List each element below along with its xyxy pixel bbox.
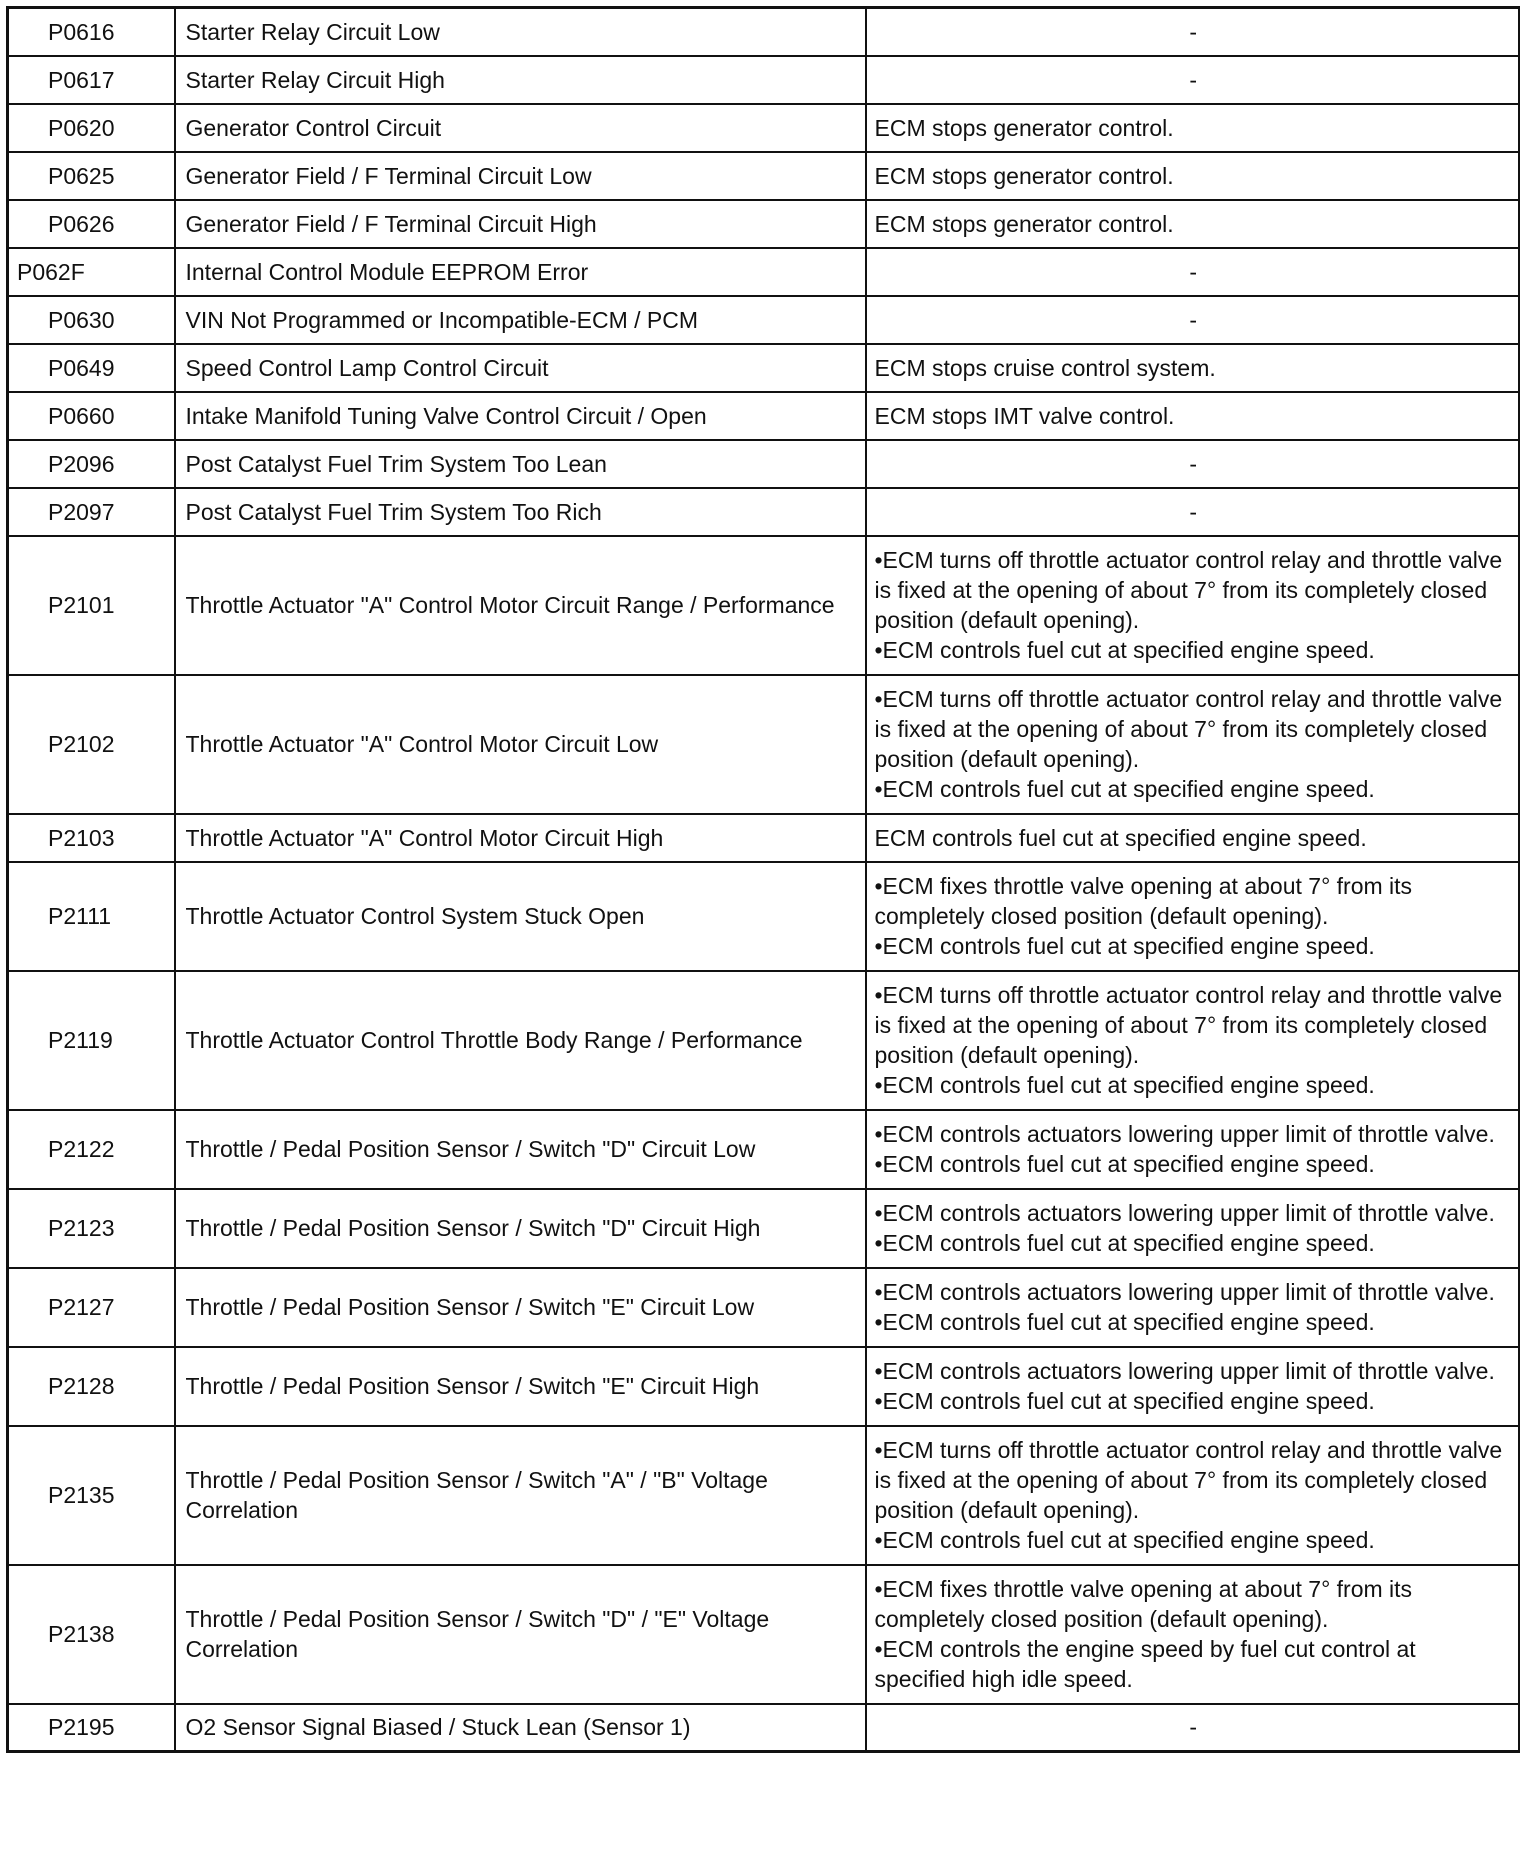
table-row: [8, 1347, 1520, 1426]
table-row: [8, 675, 1520, 814]
fail-safe-action-cell: [866, 152, 1520, 200]
table-row: [8, 248, 1520, 296]
table-row: [8, 1110, 1520, 1189]
fail-safe-action-line: •ECM controls fuel cut at specified engine speed.: [874, 1308, 1375, 1335]
dtc-description-cell: Starter Relay Circuit High: [175, 56, 866, 104]
fail-safe-action-line: ECM stops cruise control system.: [874, 354, 1216, 381]
dtc-code-cell: P2123: [8, 1189, 175, 1268]
table-row: [8, 56, 1520, 104]
dtc-code-cell: P2097: [8, 488, 175, 536]
fail-safe-action-line: -: [1189, 18, 1198, 45]
fail-safe-action-line: •ECM controls actuators lowering upper limit of throttle valve.: [874, 1357, 1495, 1384]
dtc-description-cell: Internal Control Module EEPROM Error: [175, 248, 866, 296]
fail-safe-action-cell: [866, 344, 1520, 392]
table-row: [8, 296, 1520, 344]
table-row: [8, 814, 1520, 862]
dtc-code-cell: P0630: [8, 296, 175, 344]
fail-safe-action-cell: [866, 1347, 1520, 1426]
dtc-description-cell: Speed Control Lamp Control Circuit: [175, 344, 866, 392]
fail-safe-action-line: -: [1189, 258, 1198, 285]
dtc-description-cell: Throttle / Pedal Position Sensor / Switch "A" / "B" Voltage Correlation: [175, 1426, 866, 1565]
fail-safe-action-cell: [866, 1426, 1520, 1565]
dtc-code-cell: P0616: [8, 8, 175, 56]
fail-safe-action-line: -: [1189, 498, 1198, 525]
fail-safe-action-cell: [866, 675, 1520, 814]
table-row: [8, 862, 1520, 971]
fail-safe-action-line: •ECM controls fuel cut at specified engine speed.: [874, 1526, 1375, 1553]
table-row: [8, 344, 1520, 392]
table-row: [8, 392, 1520, 440]
dtc-code-cell: P2128: [8, 1347, 175, 1426]
fail-safe-action-cell: [866, 56, 1520, 104]
dtc-code-cell: P0660: [8, 392, 175, 440]
fail-safe-action-line: •ECM fixes throttle valve opening at about 7° from its completely closed position (default opening).: [874, 872, 1413, 929]
fail-safe-action-cell: [866, 296, 1520, 344]
table-row: [8, 488, 1520, 536]
fail-safe-action-line: ECM stops IMT valve control.: [874, 402, 1175, 429]
fail-safe-action-line: ECM controls fuel cut at specified engine speed.: [874, 824, 1367, 851]
table-row: [8, 1426, 1520, 1565]
fail-safe-action-line: -: [1189, 450, 1198, 477]
fail-safe-action-line: ECM stops generator control.: [874, 162, 1174, 189]
fail-safe-action-line: •ECM controls fuel cut at specified engine speed.: [874, 1071, 1375, 1098]
dtc-code-cell: P2138: [8, 1565, 175, 1704]
dtc-code-cell: P2111: [8, 862, 175, 971]
fail-safe-action-line: •ECM controls fuel cut at specified engine speed.: [874, 932, 1375, 959]
fail-safe-action-cell: [866, 536, 1520, 675]
fail-safe-action-cell: [866, 814, 1520, 862]
table-row: [8, 1189, 1520, 1268]
fail-safe-action-line: •ECM turns off throttle actuator control relay and throttle valve is fixed at the opening of about 7° from its completely closed position (default opening).: [874, 685, 1503, 772]
fail-safe-action-line: •ECM controls actuators lowering upper limit of throttle valve.: [874, 1278, 1495, 1305]
fail-safe-action-cell: [866, 8, 1520, 56]
table-row: [8, 440, 1520, 488]
dtc-description-cell: Starter Relay Circuit Low: [175, 8, 866, 56]
fail-safe-action-cell: [866, 104, 1520, 152]
fail-safe-action-line: •ECM controls fuel cut at specified engine speed.: [874, 636, 1375, 663]
fail-safe-action-line: •ECM controls fuel cut at specified engine speed.: [874, 1150, 1375, 1177]
fail-safe-action-line: •ECM fixes throttle valve opening at about 7° from its completely closed position (default opening).: [874, 1575, 1413, 1632]
fail-safe-action-line: •ECM controls actuators lowering upper limit of throttle valve.: [874, 1199, 1495, 1226]
dtc-description-cell: Throttle / Pedal Position Sensor / Switch "D" Circuit High: [175, 1189, 866, 1268]
table-row: [8, 8, 1520, 56]
dtc-description-cell: Generator Control Circuit: [175, 104, 866, 152]
dtc-description-cell: Throttle / Pedal Position Sensor / Switch "D" / "E" Voltage Correlation: [175, 1565, 866, 1704]
dtc-description-cell: Throttle Actuator "A" Control Motor Circuit High: [175, 814, 866, 862]
dtc-code-cell: P2103: [8, 814, 175, 862]
fail-safe-action-line: •ECM controls fuel cut at specified engine speed.: [874, 1229, 1375, 1256]
dtc-code-cell: P2102: [8, 675, 175, 814]
dtc-code-cell: P2119: [8, 971, 175, 1110]
table-row: [8, 971, 1520, 1110]
fail-safe-action-cell: [866, 862, 1520, 971]
dtc-code-cell: P2195: [8, 1704, 175, 1752]
fail-safe-action-cell: [866, 1189, 1520, 1268]
dtc-description-cell: Intake Manifold Tuning Valve Control Circuit / Open: [175, 392, 866, 440]
dtc-code-cell: P2135: [8, 1426, 175, 1565]
table-row: [8, 1704, 1520, 1752]
fail-safe-action-cell: [866, 1110, 1520, 1189]
dtc-description-cell: Generator Field / F Terminal Circuit Low: [175, 152, 866, 200]
table-row: [8, 1268, 1520, 1347]
dtc-code-cell: P2122: [8, 1110, 175, 1189]
fail-safe-action-line: •ECM controls fuel cut at specified engine speed.: [874, 1387, 1375, 1414]
dtc-description-cell: Throttle / Pedal Position Sensor / Switch "E" Circuit High: [175, 1347, 866, 1426]
dtc-table-body: [8, 8, 1520, 1752]
fail-safe-action-cell: [866, 1268, 1520, 1347]
dtc-code-cell: P2101: [8, 536, 175, 675]
fail-safe-action-line: •ECM turns off throttle actuator control relay and throttle valve is fixed at the opening of about 7° from its completely closed position (default opening).: [874, 981, 1503, 1068]
fail-safe-action-line: •ECM turns off throttle actuator control relay and throttle valve is fixed at the opening of about 7° from its completely closed position (default opening).: [874, 546, 1503, 633]
fail-safe-action-line: -: [1189, 66, 1198, 93]
dtc-description-cell: Throttle / Pedal Position Sensor / Switch "E" Circuit Low: [175, 1268, 866, 1347]
fail-safe-action-cell: [866, 1565, 1520, 1704]
dtc-table: [6, 6, 1520, 1753]
fail-safe-action-line: •ECM controls actuators lowering upper limit of throttle valve.: [874, 1120, 1495, 1147]
dtc-code-cell: P0626: [8, 200, 175, 248]
dtc-description-cell: Post Catalyst Fuel Trim System Too Lean: [175, 440, 866, 488]
dtc-description-cell: Throttle Actuator "A" Control Motor Circuit Low: [175, 675, 866, 814]
fail-safe-action-cell: [866, 971, 1520, 1110]
dtc-description-cell: Throttle Actuator Control System Stuck Open: [175, 862, 866, 971]
fail-safe-action-line: ECM stops generator control.: [874, 210, 1174, 237]
dtc-code-cell: P0620: [8, 104, 175, 152]
table-row: [8, 536, 1520, 675]
dtc-code-cell: P2127: [8, 1268, 175, 1347]
fail-safe-action-line: -: [1189, 306, 1198, 333]
table-row: [8, 200, 1520, 248]
dtc-description-cell: Post Catalyst Fuel Trim System Too Rich: [175, 488, 866, 536]
fail-safe-action-line: •ECM turns off throttle actuator control relay and throttle valve is fixed at the opening of about 7° from its completely closed position (default opening).: [874, 1436, 1503, 1523]
table-row: [8, 104, 1520, 152]
fail-safe-action-cell: [866, 248, 1520, 296]
dtc-description-cell: Throttle Actuator Control Throttle Body Range / Performance: [175, 971, 866, 1110]
fail-safe-action-cell: [866, 392, 1520, 440]
dtc-description-cell: Generator Field / F Terminal Circuit High: [175, 200, 866, 248]
fail-safe-action-cell: [866, 200, 1520, 248]
fail-safe-action-cell: [866, 488, 1520, 536]
dtc-description-cell: O2 Sensor Signal Biased / Stuck Lean (Sensor 1): [175, 1704, 866, 1752]
dtc-description-cell: VIN Not Programmed or Incompatible-ECM / PCM: [175, 296, 866, 344]
dtc-code-cell: P0625: [8, 152, 175, 200]
table-row: [8, 1565, 1520, 1704]
dtc-description-cell: Throttle Actuator "A" Control Motor Circuit Range / Performance: [175, 536, 866, 675]
table-row: [8, 152, 1520, 200]
fail-safe-action-cell: [866, 1704, 1520, 1752]
dtc-code-cell: P0649: [8, 344, 175, 392]
dtc-code-cell: P0617: [8, 56, 175, 104]
dtc-code-cell: P062F: [8, 248, 175, 296]
dtc-code-cell: P2096: [8, 440, 175, 488]
fail-safe-action-line: ECM stops generator control.: [874, 114, 1174, 141]
fail-safe-action-line: •ECM controls fuel cut at specified engine speed.: [874, 775, 1375, 802]
fail-safe-action-line: •ECM controls the engine speed by fuel cut control at specified high idle speed.: [874, 1635, 1416, 1692]
dtc-description-cell: Throttle / Pedal Position Sensor / Switch "D" Circuit Low: [175, 1110, 866, 1189]
fail-safe-action-line: -: [1189, 1714, 1198, 1741]
fail-safe-action-cell: [866, 440, 1520, 488]
